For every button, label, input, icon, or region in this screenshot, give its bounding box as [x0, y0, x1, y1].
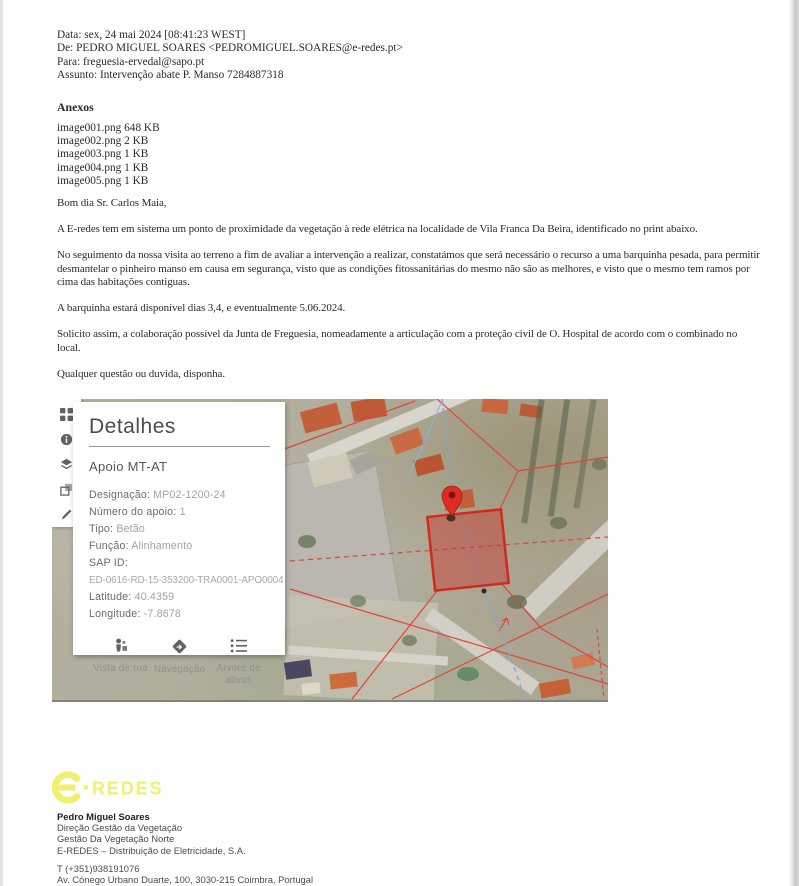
field-value: 1 [179, 506, 186, 518]
action-label: Navegação [153, 664, 206, 675]
street-view-icon [110, 638, 131, 659]
body-paragraph: A E-redes tem em sistema um ponto de proximidade da vegetação à rede elétrica na localidade de Vila Franca Da Beira, identificado no print abaixo. [57, 223, 698, 235]
field-sap-id-value: ED-0616-RD-15-353200-TRA0001-APO0004 [89, 575, 284, 586]
street-view-button[interactable] [91, 638, 150, 687]
grid-icon[interactable] [60, 407, 74, 421]
field-value: -7.8678 [143, 608, 181, 620]
email-headers [57, 29, 403, 83]
measure-icon[interactable] [60, 507, 74, 521]
action-label: Arvore de ativos [216, 663, 261, 686]
field-funcao [89, 538, 270, 555]
email-header-line: Data: sex, 24 mai 2024 [08:41:23 WEST] [57, 29, 246, 41]
field-value: Alinhamento [131, 540, 193, 552]
signature-line: E-REDES – Distribuição de Eletricidade, S.A. [57, 844, 246, 856]
field-label: Designação: [89, 489, 151, 501]
signature-block [57, 811, 313, 885]
asset-tree-button[interactable] [209, 638, 268, 687]
sender-name: Pedro Miguel Soares [57, 811, 150, 822]
panel-actions [89, 638, 270, 687]
attachment-item[interactable]: image002.png 2 KB [57, 135, 149, 148]
asset-type-label: Apoio MT-AT [89, 459, 168, 474]
email-header-line: Para: freguesia-ervedal@sapo.pt [57, 55, 205, 68]
field-label: SAP ID: [89, 557, 128, 569]
details-panel [73, 402, 285, 686]
field-numero-apoio [89, 504, 270, 521]
body-paragraph: Bom dia Sr. Carlos Maia, [57, 197, 167, 209]
navigation-icon [171, 638, 188, 660]
phone-number: T (+351)938191076 [57, 862, 140, 874]
body-paragraph: Qualquer questão ou duvida, disponha. [57, 367, 225, 380]
divider [89, 446, 270, 447]
action-label: Vista de rua [93, 663, 148, 674]
body-paragraph: No seguimento da nossa visita ao terreno a fim de avaliar a intervenção a realizar, constatámos que será necessário o recurso a uma barquinha pesada, para permitir desmantelar o pinheiro manso em causa em segurança, visto que as condições fitossanitárias do mesmo não são as melhores, e visto que o mesmo tem ramos por cima das habitações contiguas. [57, 249, 760, 288]
info-icon[interactable] [60, 432, 74, 446]
basemap-icon[interactable] [60, 482, 74, 496]
map-screenshot [52, 399, 608, 702]
field-label: Tipo: [89, 523, 114, 535]
body-paragraph: Solicito assim, a colaboração possível da Junta de Freguesia, nomeadamente a articulação com a proteção civil de O. Hospital de acordo com o combinado no local. [57, 328, 738, 354]
field-tipo [89, 521, 270, 538]
field-value: MP02-1200-24 [153, 489, 226, 501]
attachment-item[interactable]: image005.png 1 KB [57, 174, 149, 187]
logo-text: REDES [92, 778, 164, 799]
signature-line: Gestão Da Vegetação Norte [57, 833, 175, 845]
asset-tree-icon [230, 638, 248, 659]
e-redes-logo-icon [55, 775, 77, 801]
field-sap-id-label [89, 555, 270, 572]
attachments-list [57, 122, 160, 188]
field-label: Função: [89, 540, 129, 552]
field-label: Número do apoio: [89, 506, 177, 518]
field-latitude [89, 589, 270, 606]
highlight-parcel [427, 509, 508, 590]
field-designacao [89, 487, 270, 504]
scan-edge-right [789, 0, 799, 886]
panel-title: Detalhes [89, 415, 176, 438]
postal-address: Av. Cónego Urbano Duarte, 100, 3030-215 Coimbra, Portugal [57, 874, 314, 886]
field-value: 40.4359 [134, 591, 175, 603]
attachments-heading: Anexos [57, 100, 94, 114]
body-paragraph: A barquinha estará disponível dias 3,4, e eventualmente 5.06.2024. [57, 302, 346, 314]
navigation-button[interactable] [150, 638, 209, 687]
field-label: Latitude: [89, 591, 132, 603]
email-header-line: Assunto: Intervenção abate P. Manso 7284887318 [57, 69, 284, 82]
scan-edge-left [0, 0, 3, 886]
attachment-item[interactable]: image001.png 648 KB [57, 122, 160, 134]
field-longitude [89, 606, 270, 623]
email-header-line: De: PEDRO MIGUEL SOARES <PEDROMIGUEL.SOARES@e-redes.pt> [57, 42, 403, 55]
field-value: Betão [116, 523, 146, 535]
email-body [57, 197, 760, 394]
e-redes-logo [47, 770, 167, 813]
attachment-item[interactable]: image003.png 1 KB [57, 148, 149, 161]
field-label: Longitude: [89, 608, 141, 620]
layers-icon[interactable] [60, 457, 74, 471]
signature-line: Direção Gestão da Vegetação [57, 822, 183, 834]
attachment-item[interactable]: image004.png 1 KB [57, 161, 149, 174]
